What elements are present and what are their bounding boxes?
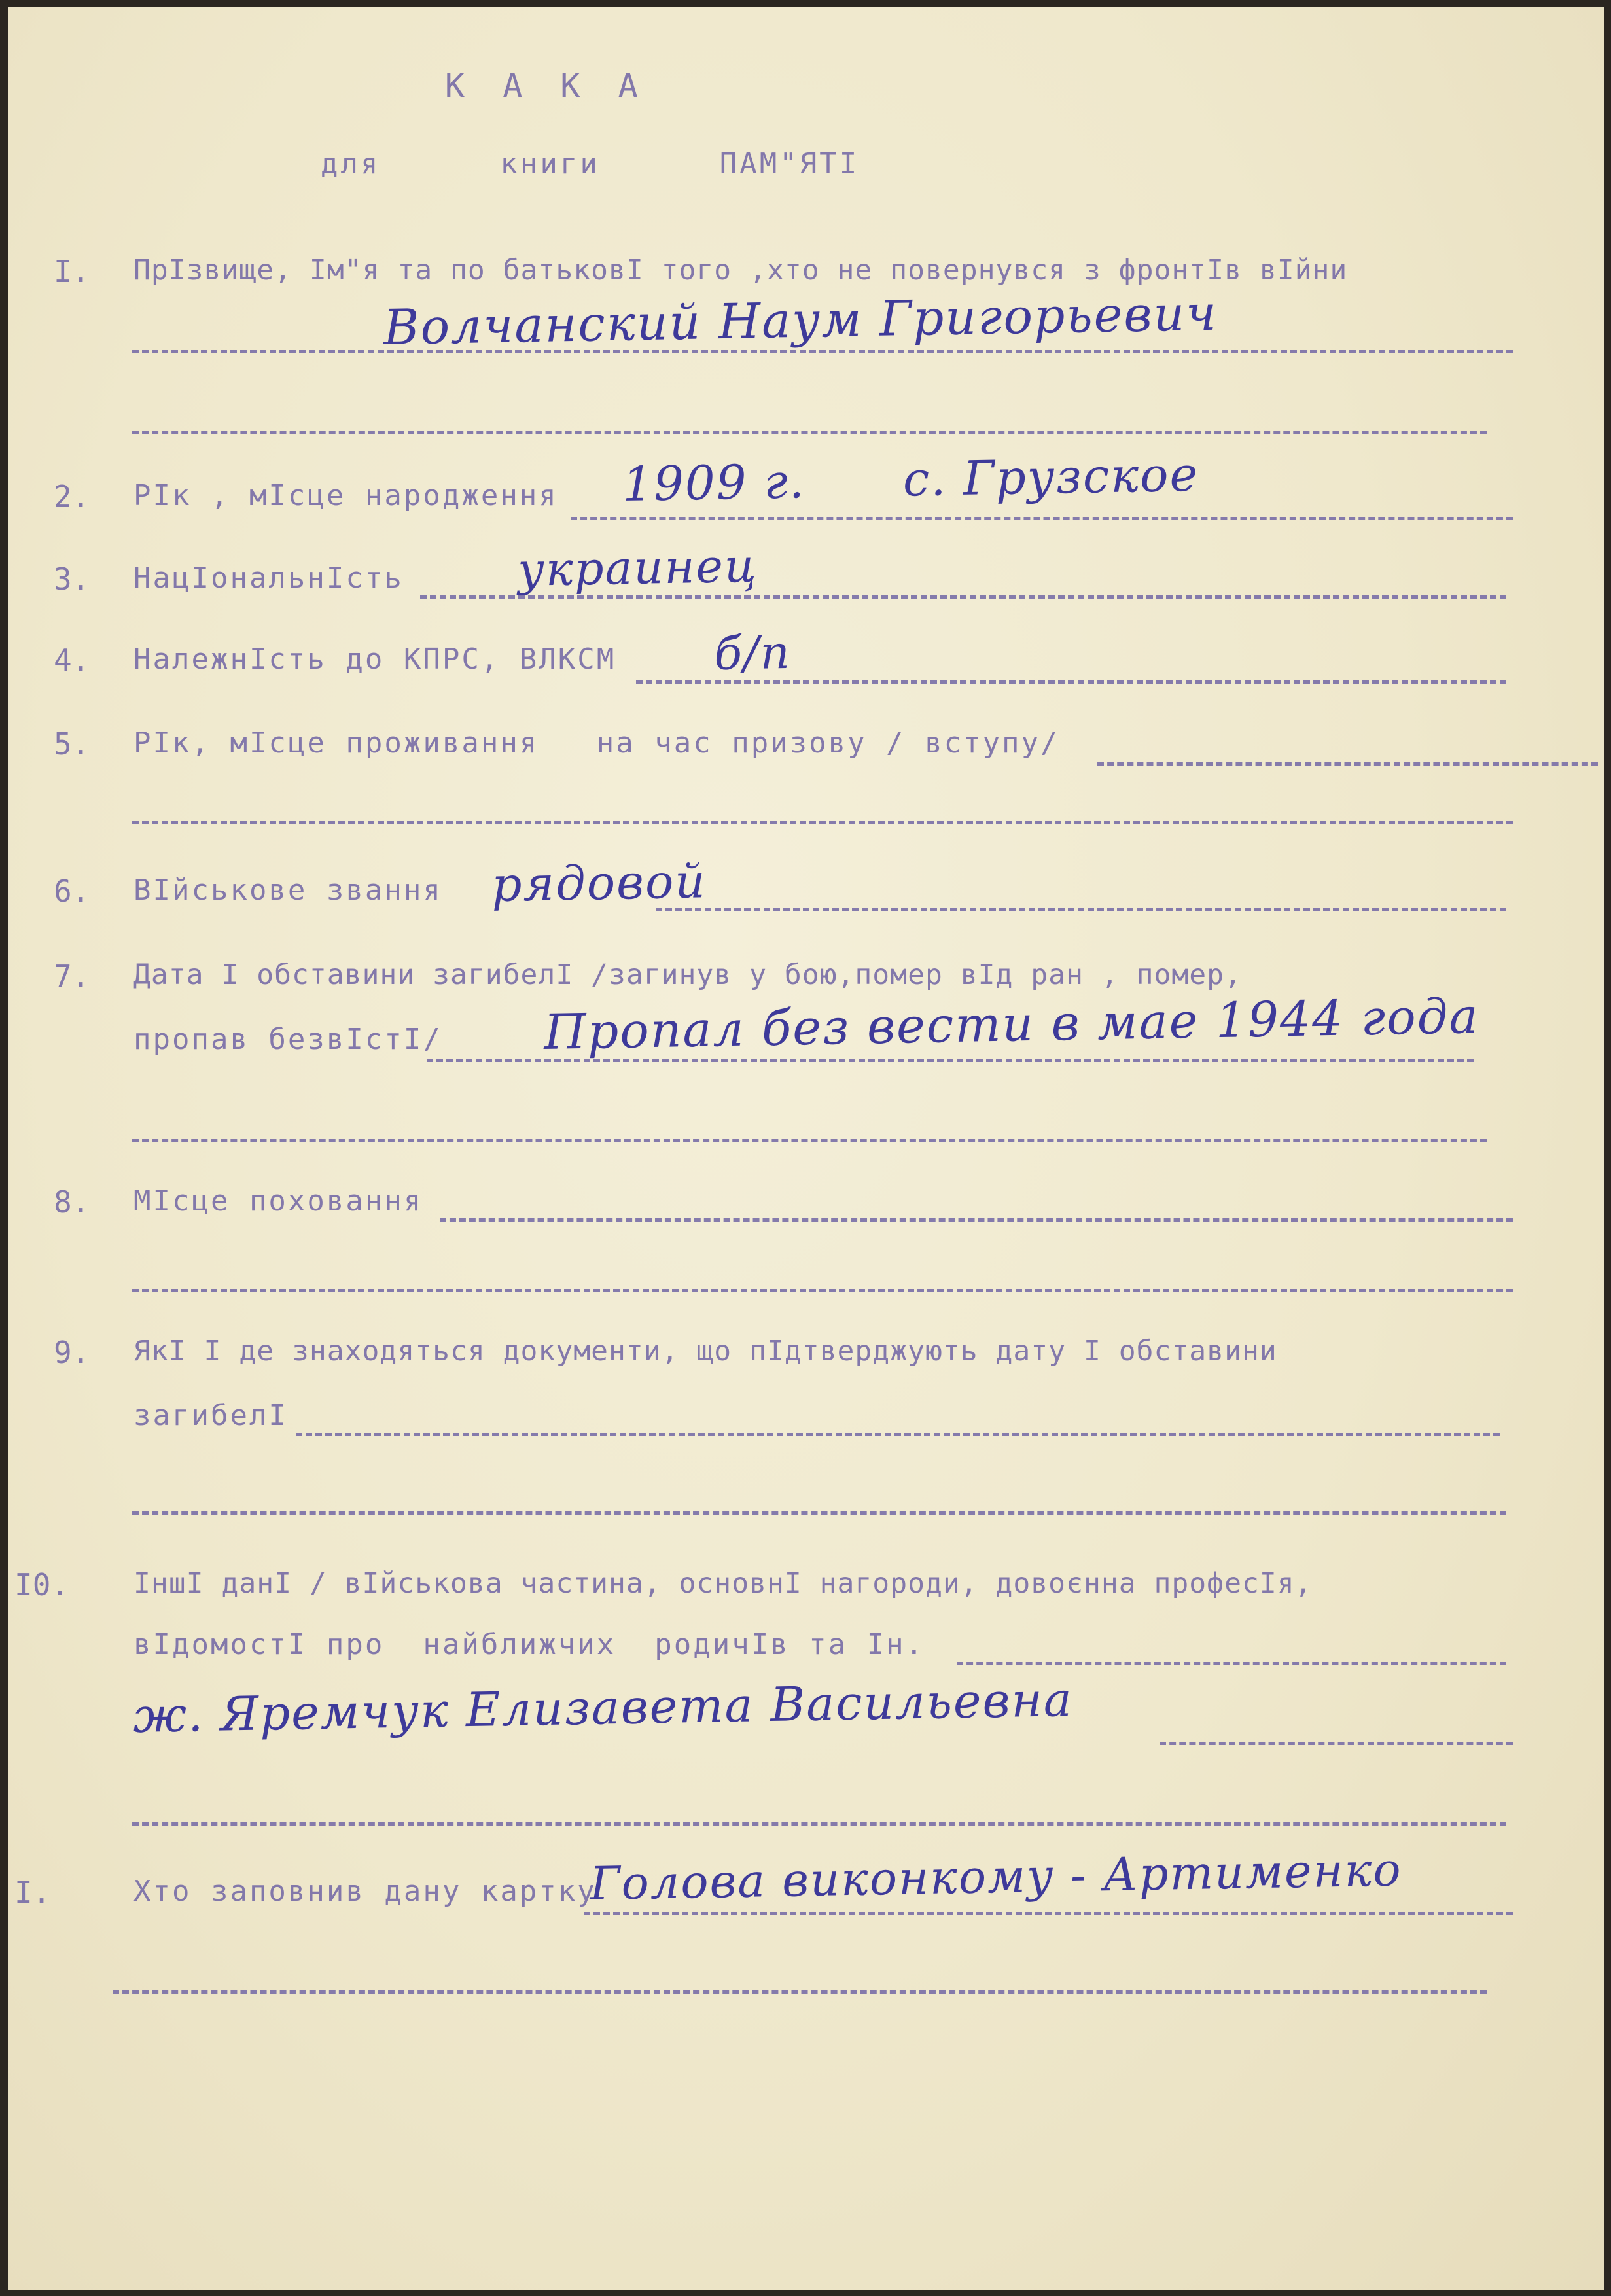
field-4-value: б/п (713, 625, 792, 680)
field-3-label: НацІональнІсть (133, 561, 404, 595)
field-10-value: ж. Яремчук Елизавета Васильевна (132, 1671, 1074, 1743)
field-7-label-cont: пропав безвІстІ/ (133, 1023, 442, 1056)
field-10-line-b (1160, 1742, 1513, 1745)
card-subtitle: для книги ПАМ"ЯТІ (321, 147, 860, 181)
field-5-number: 5. (54, 726, 90, 762)
field-5-line-b (132, 821, 1513, 824)
field-7-line-b (132, 1139, 1487, 1142)
field-10-label: ІншІ данІ / вІйськова частина, основнІ нагороди, довоєнна професІя, (133, 1567, 1313, 1600)
field-1-line-b (132, 431, 1487, 434)
field-3-line (420, 595, 1506, 599)
memory-card-sheet (8, 7, 1604, 2290)
field-2-value: 1909 г. с. Грузское (622, 446, 1199, 512)
field-5-label: РІк, мІсце проживання на час призову / вступу/ (133, 726, 1060, 760)
field-5-line-a (1097, 762, 1598, 766)
field-3-number: 3. (54, 561, 90, 597)
field-9-number: 9. (54, 1335, 90, 1370)
field-9-label: ЯкІ І де знаходяться документи, що пІдтверджують дату І обставини (133, 1335, 1277, 1368)
field-11-number: I. (14, 1875, 51, 1910)
card-title: К А К А (445, 67, 647, 105)
field-1-label: ПрІзвище, Ім"я та по батьковІ того ,хто не повернувся з фронтІв вІйни (133, 254, 1348, 287)
field-4-line (636, 680, 1506, 684)
field-3-value: украинец (517, 539, 758, 597)
field-10-label-cont: вІдомостІ про найближчих родичІв та Ін. (133, 1628, 925, 1661)
field-9-label-cont: загибелІ (133, 1399, 288, 1432)
field-11-label: Хто заповнив дану картку (133, 1875, 597, 1908)
field-6-value: рядовой (491, 853, 707, 912)
field-4-label: НалежнІсть до КПРС, ВЛКСМ (133, 643, 616, 676)
field-8-line-b (132, 1289, 1513, 1292)
field-2-label: РІк , мІсце народження (133, 479, 558, 512)
field-6-number: 6. (54, 874, 90, 909)
field-8-label: МІсце поховання (133, 1184, 423, 1218)
field-7-line-a (427, 1059, 1474, 1062)
field-11-line-b (113, 1990, 1487, 1994)
field-7-number: 7. (54, 959, 90, 994)
field-2-line (571, 517, 1513, 520)
field-6-line (656, 908, 1506, 911)
field-1-value: Волчанский Наум Григорьевич (383, 285, 1218, 356)
field-7-label: Дата І обставини загибелІ /загинув у бою,помер вІд ран , помер, (133, 959, 1242, 991)
field-8-line-a (440, 1218, 1513, 1222)
field-4-number: 4. (54, 643, 90, 678)
field-6-label: ВІйськове звання (133, 874, 442, 907)
field-9-line-a (296, 1433, 1500, 1436)
field-10-number: I0. (14, 1567, 69, 1602)
field-1-number: I. (54, 254, 90, 289)
field-8-number: 8. (54, 1184, 90, 1220)
field-11-value: Голова виконкому - Артименко (589, 1843, 1403, 1911)
field-10-line-a (957, 1662, 1506, 1665)
field-2-number: 2. (54, 479, 90, 514)
field-10-line-c (132, 1822, 1506, 1826)
field-1-line-a (132, 350, 1513, 353)
field-7-value: Пропал без вести в мае 1944 года (543, 988, 1480, 1061)
field-9-line-b (132, 1511, 1506, 1515)
field-11-line-a (584, 1912, 1513, 1915)
